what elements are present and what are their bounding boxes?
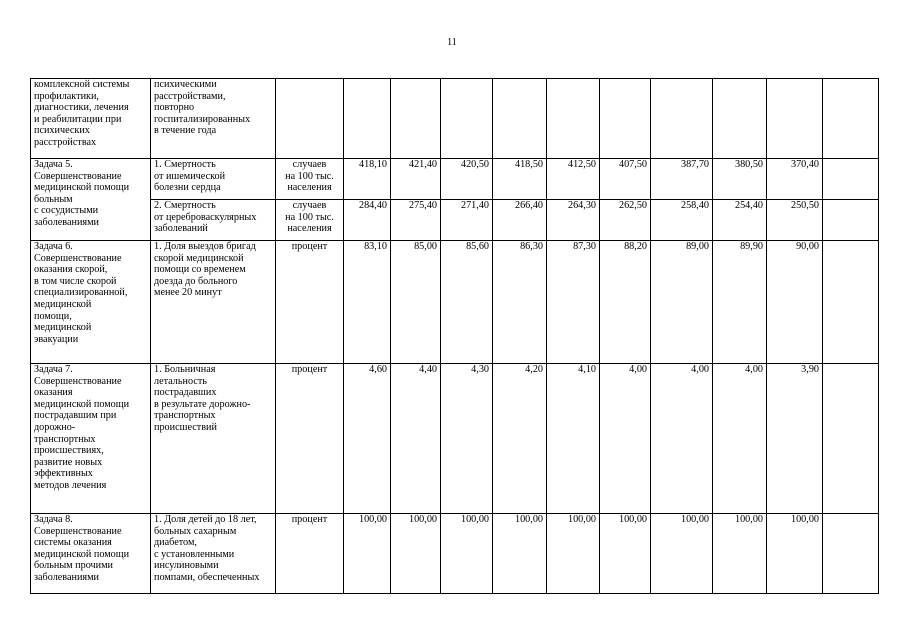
value-cell: 4,40: [391, 364, 441, 514]
table-row: [31, 159, 879, 200]
value-cell: 85,00: [391, 241, 441, 364]
table-row: [31, 241, 879, 364]
value-cell: 266,40: [493, 200, 547, 241]
value-cell: [441, 79, 493, 159]
value-cell: 275,40: [391, 200, 441, 241]
value-cell: [493, 79, 547, 159]
unit-cell: процент: [276, 241, 344, 364]
value-cell: 264,30: [547, 200, 600, 241]
unit-cell: процент: [276, 364, 344, 514]
task-cell: Задача 7. Совершенствование оказания медицинской помощи пострадавшим при дорожно- транспортных происшествиях, развитие новых эффективных методов лечения: [31, 364, 151, 514]
value-cell: 100,00: [767, 514, 823, 594]
value-cell: 4,00: [713, 364, 767, 514]
value-cell: 271,40: [441, 200, 493, 241]
value-cell: [600, 79, 651, 159]
value-cell: 100,00: [713, 514, 767, 594]
empty-cell: [823, 241, 879, 364]
indicator-cell: 1. Доля детей до 18 лет, больных сахарным диабетом, с установленными инсулиновыми помпами, обеспеченных: [151, 514, 276, 594]
value-cell: 100,00: [441, 514, 493, 594]
value-cell: 3,90: [767, 364, 823, 514]
task-cell: Задача 5. Совершенствование медицинской помощи больным с сосудистыми заболеваниями: [31, 159, 151, 241]
value-cell: 262,50: [600, 200, 651, 241]
value-cell: 86,30: [493, 241, 547, 364]
value-cell: 4,20: [493, 364, 547, 514]
value-cell: 258,40: [651, 200, 713, 241]
empty-cell: [823, 159, 879, 200]
task-cell: комплексной системы профилактики, диагностики, лечения и реабилитации при психических расстройствах: [31, 79, 151, 159]
value-cell: 100,00: [600, 514, 651, 594]
value-cell: 100,00: [651, 514, 713, 594]
value-cell: 254,40: [713, 200, 767, 241]
value-cell: 418,50: [493, 159, 547, 200]
value-cell: 100,00: [344, 514, 391, 594]
table-row: [31, 79, 879, 159]
indicator-cell: 2. Смертность от цереброваскулярных заболеваний: [151, 200, 276, 241]
value-cell: 89,90: [713, 241, 767, 364]
value-cell: 4,30: [441, 364, 493, 514]
indicator-cell: 1. Смертность от ишемической болезни сердца: [151, 159, 276, 200]
unit-cell: случаев на 100 тыс. населения: [276, 159, 344, 200]
value-cell: [391, 79, 441, 159]
value-cell: 87,30: [547, 241, 600, 364]
value-cell: 4,60: [344, 364, 391, 514]
unit-cell: случаев на 100 тыс. населения: [276, 200, 344, 241]
empty-cell: [823, 364, 879, 514]
value-cell: 4,10: [547, 364, 600, 514]
value-cell: [767, 79, 823, 159]
value-cell: 89,00: [651, 241, 713, 364]
value-cell: 380,50: [713, 159, 767, 200]
value-cell: 418,10: [344, 159, 391, 200]
task-cell: Задача 6. Совершенствование оказания скорой, в том числе скорой специализированной, медицинской помощи, медицинской эвакуации: [31, 241, 151, 364]
indicator-cell: 1. Больничная летальность пострадавших в результате дорожно- транспортных происшествий: [151, 364, 276, 514]
value-cell: 370,40: [767, 159, 823, 200]
indicator-cell: 1. Доля выездов бригад скорой медицинской помощи со временем доезда до больного менее 20 минут: [151, 241, 276, 364]
value-cell: 100,00: [391, 514, 441, 594]
value-cell: 412,50: [547, 159, 600, 200]
value-cell: 421,40: [391, 159, 441, 200]
unit-cell: [276, 79, 344, 159]
empty-cell: [823, 79, 879, 159]
indicators-table: [30, 78, 879, 594]
table-row: [31, 200, 879, 241]
value-cell: [344, 79, 391, 159]
value-cell: 88,20: [600, 241, 651, 364]
empty-cell: [823, 200, 879, 241]
unit-cell: процент: [276, 514, 344, 594]
value-cell: [713, 79, 767, 159]
value-cell: 387,70: [651, 159, 713, 200]
value-cell: 284,40: [344, 200, 391, 241]
value-cell: 250,50: [767, 200, 823, 241]
table-row: [31, 514, 879, 594]
value-cell: 420,50: [441, 159, 493, 200]
value-cell: 100,00: [493, 514, 547, 594]
value-cell: 90,00: [767, 241, 823, 364]
value-cell: 4,00: [600, 364, 651, 514]
empty-cell: [823, 514, 879, 594]
task-cell: Задача 8. Совершенствование системы оказания медицинской помощи больным прочими заболеваниями: [31, 514, 151, 594]
value-cell: 85,60: [441, 241, 493, 364]
value-cell: [651, 79, 713, 159]
page-number: 11: [447, 37, 457, 48]
indicator-cell: психическими расстройствами, повторно госпитализированных в течение года: [151, 79, 276, 159]
value-cell: 100,00: [547, 514, 600, 594]
value-cell: 407,50: [600, 159, 651, 200]
table-row: [31, 364, 879, 514]
value-cell: [547, 79, 600, 159]
value-cell: 4,00: [651, 364, 713, 514]
value-cell: 83,10: [344, 241, 391, 364]
